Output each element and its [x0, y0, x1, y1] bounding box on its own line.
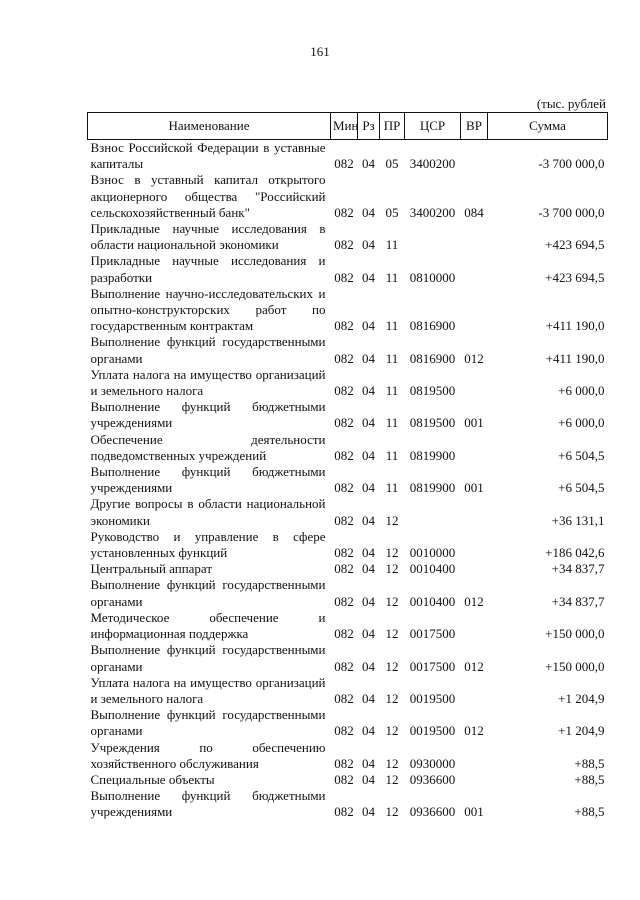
row-csr — [405, 496, 461, 528]
row-vr — [461, 286, 488, 335]
table-row — [88, 577, 608, 609]
row-rz: 04 — [362, 593, 375, 609]
row-rz: 04 — [362, 269, 375, 285]
table-row — [88, 334, 608, 366]
row-sum: +186 042,6 — [545, 545, 605, 561]
row-vr: 001 — [464, 480, 484, 496]
row-sum: -3 700 000,0 — [538, 156, 605, 172]
row-pr: 11 — [385, 415, 399, 431]
row-rz: 04 — [362, 755, 375, 771]
row-rz: 04 — [362, 545, 375, 561]
row-name: Выполнение функций государственными органами — [90, 577, 326, 609]
row-rz: 04 — [362, 415, 375, 431]
row-pr: 12 — [385, 804, 399, 820]
row-csr: 0819500 — [409, 415, 456, 431]
budget-table — [87, 112, 608, 821]
row-sum: +1 204,9 — [558, 690, 605, 706]
header-sum: Сумма — [488, 113, 608, 140]
row-csr — [405, 221, 461, 253]
table-row — [88, 788, 608, 820]
row-min: 082 — [334, 415, 354, 431]
row-pr: 12 — [385, 593, 399, 609]
row-sum: +6 000,0 — [558, 383, 605, 399]
row-rz: 04 — [362, 658, 375, 674]
row-vr: 012 — [464, 593, 484, 609]
row-pr: 11 — [385, 350, 399, 366]
table-row — [88, 172, 608, 221]
row-pr: 12 — [385, 512, 399, 528]
row-pr: 11 — [385, 447, 399, 463]
row-pr: 05 — [385, 156, 399, 172]
row-name: Прикладные научные исследования и разработки — [90, 253, 326, 285]
row-rz: 04 — [362, 156, 375, 172]
row-csr: 0936600 — [409, 804, 456, 820]
row-csr: 0810000 — [409, 269, 456, 285]
row-name: Другие вопросы в области национальной экономики — [90, 496, 326, 528]
row-min: 082 — [334, 480, 354, 496]
row-pr: 12 — [385, 723, 399, 739]
row-pr: 11 — [385, 318, 399, 334]
row-pr: 11 — [385, 237, 399, 253]
row-pr: 11 — [385, 269, 399, 285]
table-row — [88, 561, 608, 577]
row-sum: +34 837,7 — [551, 593, 605, 609]
table-row — [88, 675, 608, 707]
table-row — [88, 432, 608, 464]
row-min: 082 — [334, 156, 354, 172]
table-row — [88, 642, 608, 674]
row-min: 082 — [334, 318, 354, 334]
row-rz: 04 — [362, 804, 375, 820]
row-rz: 04 — [362, 383, 375, 399]
row-name: Обеспечение деятельности подведомственных учреждений — [90, 431, 326, 463]
row-sum: +150 000,0 — [545, 658, 605, 674]
row-min: 082 — [334, 545, 354, 561]
row-min: 082 — [334, 447, 354, 463]
row-sum: +88,5 — [574, 755, 605, 771]
row-pr: 12 — [385, 658, 399, 674]
row-name: Выполнение функций государственными органами — [90, 707, 326, 739]
row-name: Выполнение функций государственными органами — [90, 642, 326, 674]
row-vr: 012 — [464, 658, 484, 674]
row-min: 082 — [334, 658, 354, 674]
row-min: 082 — [334, 383, 354, 399]
row-vr — [461, 561, 488, 577]
table-row — [88, 772, 608, 788]
row-sum: +423 694,5 — [545, 237, 605, 253]
row-min: 082 — [334, 804, 354, 820]
header-pr: ПР — [380, 113, 405, 140]
row-csr: 0010400 — [409, 561, 456, 577]
row-pr: 05 — [385, 204, 399, 220]
row-min: 082 — [334, 204, 354, 220]
row-rz: 04 — [362, 626, 375, 642]
table-row — [88, 707, 608, 739]
table-row — [88, 140, 608, 173]
row-pr: 12 — [385, 561, 399, 577]
row-rz: 04 — [362, 690, 375, 706]
row-sum: -3 700 000,0 — [538, 204, 605, 220]
row-csr: 0816900 — [409, 350, 456, 366]
row-min: 082 — [334, 237, 354, 253]
table-row — [88, 464, 608, 496]
row-csr: 0819500 — [409, 383, 456, 399]
row-rz: 04 — [362, 723, 375, 739]
row-name: Выполнение функций бюджетными учреждениями — [90, 788, 326, 820]
row-min: 082 — [334, 269, 354, 285]
row-csr: 0936600 — [409, 771, 456, 787]
table-row — [88, 740, 608, 772]
header-min: Мин — [331, 113, 358, 140]
row-name: Руководство и управление в сфере установленных функций — [90, 528, 326, 561]
row-sum: +88,5 — [574, 804, 605, 820]
row-rz: 04 — [362, 512, 375, 528]
row-min: 082 — [334, 771, 354, 787]
row-csr: 0819900 — [409, 447, 456, 463]
row-vr — [461, 221, 488, 253]
row-rz: 04 — [362, 447, 375, 463]
row-name: Уплата налога на имущество организаций и земельного налога — [90, 366, 326, 399]
row-vr — [461, 367, 488, 399]
table-row — [88, 367, 608, 399]
row-csr: 3400200 — [409, 156, 456, 172]
row-vr — [461, 740, 488, 772]
table-row — [88, 496, 608, 528]
row-csr: 0819900 — [409, 480, 456, 496]
row-csr: 0019500 — [409, 690, 456, 706]
row-rz: 04 — [362, 350, 375, 366]
row-sum: +150 000,0 — [545, 626, 605, 642]
row-min: 082 — [334, 626, 354, 642]
row-vr — [461, 529, 488, 561]
row-pr: 12 — [385, 755, 399, 771]
units-note: (тыс. рублей — [536, 96, 606, 111]
row-vr: 001 — [464, 415, 484, 431]
row-min: 082 — [334, 561, 354, 577]
row-rz: 04 — [362, 561, 375, 577]
row-vr — [461, 432, 488, 464]
header-rz: Рз — [358, 113, 380, 140]
row-sum: +423 694,5 — [545, 269, 605, 285]
row-min: 082 — [334, 593, 354, 609]
table-row — [88, 399, 608, 431]
row-csr: 0816900 — [409, 318, 456, 334]
table-row — [88, 610, 608, 642]
table-row — [88, 221, 608, 253]
row-sum: +411 190,0 — [545, 350, 605, 366]
row-pr: 12 — [385, 545, 399, 561]
row-sum: +88,5 — [574, 771, 605, 787]
row-rz: 04 — [362, 771, 375, 787]
row-pr: 12 — [385, 690, 399, 706]
row-vr: 001 — [464, 804, 484, 820]
row-name: Взнос в уставный капитал открытого акционерного общества "Российский сельскохозяйственный банк" — [90, 172, 326, 220]
row-min: 082 — [334, 755, 354, 771]
row-name: Центральный аппарат — [90, 561, 213, 577]
row-csr: 0930000 — [409, 755, 456, 771]
row-name: Уплата налога на имущество организаций и земельного налога — [90, 674, 326, 706]
page-number: 161 — [310, 44, 330, 59]
table-row — [88, 529, 608, 561]
row-vr — [461, 675, 488, 707]
row-rz: 04 — [362, 237, 375, 253]
row-sum: +34 837,7 — [551, 561, 605, 577]
row-name: Прикладные научные исследования в области национальной экономики — [90, 221, 326, 253]
row-vr: 012 — [464, 723, 484, 739]
row-name: Учреждения по обеспечению хозяйственного обслуживания — [90, 739, 326, 771]
table-header — [88, 113, 608, 140]
row-name: Специальные объекты — [90, 771, 215, 787]
row-csr: 3400200 — [409, 204, 456, 220]
row-rz: 04 — [362, 204, 375, 220]
row-sum: +6 504,5 — [558, 447, 605, 463]
row-name: Выполнение функций бюджетными учреждениями — [90, 464, 326, 496]
row-pr: 12 — [385, 626, 399, 642]
row-name: Взнос Российской Федерации в уставные капиталы — [90, 140, 326, 172]
row-min: 082 — [334, 512, 354, 528]
row-vr — [461, 610, 488, 642]
row-name: Выполнение функций государственными органами — [90, 334, 326, 366]
table-body — [88, 140, 608, 821]
table-row — [88, 286, 608, 335]
row-vr — [461, 496, 488, 528]
row-rz: 04 — [362, 318, 375, 334]
row-vr — [461, 772, 488, 788]
row-sum: +36 131,1 — [551, 512, 605, 528]
row-name: Выполнение научно-исследовательских и опытно-конструкторских работ по государственным контрактам — [90, 285, 326, 334]
row-sum: +411 190,0 — [545, 318, 605, 334]
row-csr: 0010000 — [409, 545, 456, 561]
row-sum: +6 504,5 — [558, 480, 605, 496]
row-min: 082 — [334, 350, 354, 366]
header-vr: ВР — [461, 113, 488, 140]
row-min: 082 — [334, 723, 354, 739]
row-min: 082 — [334, 690, 354, 706]
row-csr: 0017500 — [409, 658, 456, 674]
row-sum: +6 000,0 — [558, 415, 605, 431]
row-rz: 04 — [362, 480, 375, 496]
row-name: Выполнение функций бюджетными учреждениями — [90, 399, 326, 431]
table-row — [88, 253, 608, 285]
row-pr: 12 — [385, 771, 399, 787]
row-csr: 0019500 — [409, 723, 456, 739]
row-vr: 012 — [464, 350, 484, 366]
row-name: Методическое обеспечение и информационная поддержка — [90, 609, 326, 642]
header-csr: ЦСР — [405, 113, 461, 140]
row-vr — [461, 253, 488, 285]
row-sum: +1 204,9 — [558, 723, 605, 739]
row-pr: 11 — [385, 480, 399, 496]
header-name: Наименование — [88, 113, 331, 140]
row-pr: 11 — [385, 383, 399, 399]
row-vr — [461, 140, 488, 173]
row-csr: 0017500 — [409, 626, 456, 642]
row-csr: 0010400 — [409, 593, 456, 609]
row-vr: 084 — [464, 204, 484, 220]
